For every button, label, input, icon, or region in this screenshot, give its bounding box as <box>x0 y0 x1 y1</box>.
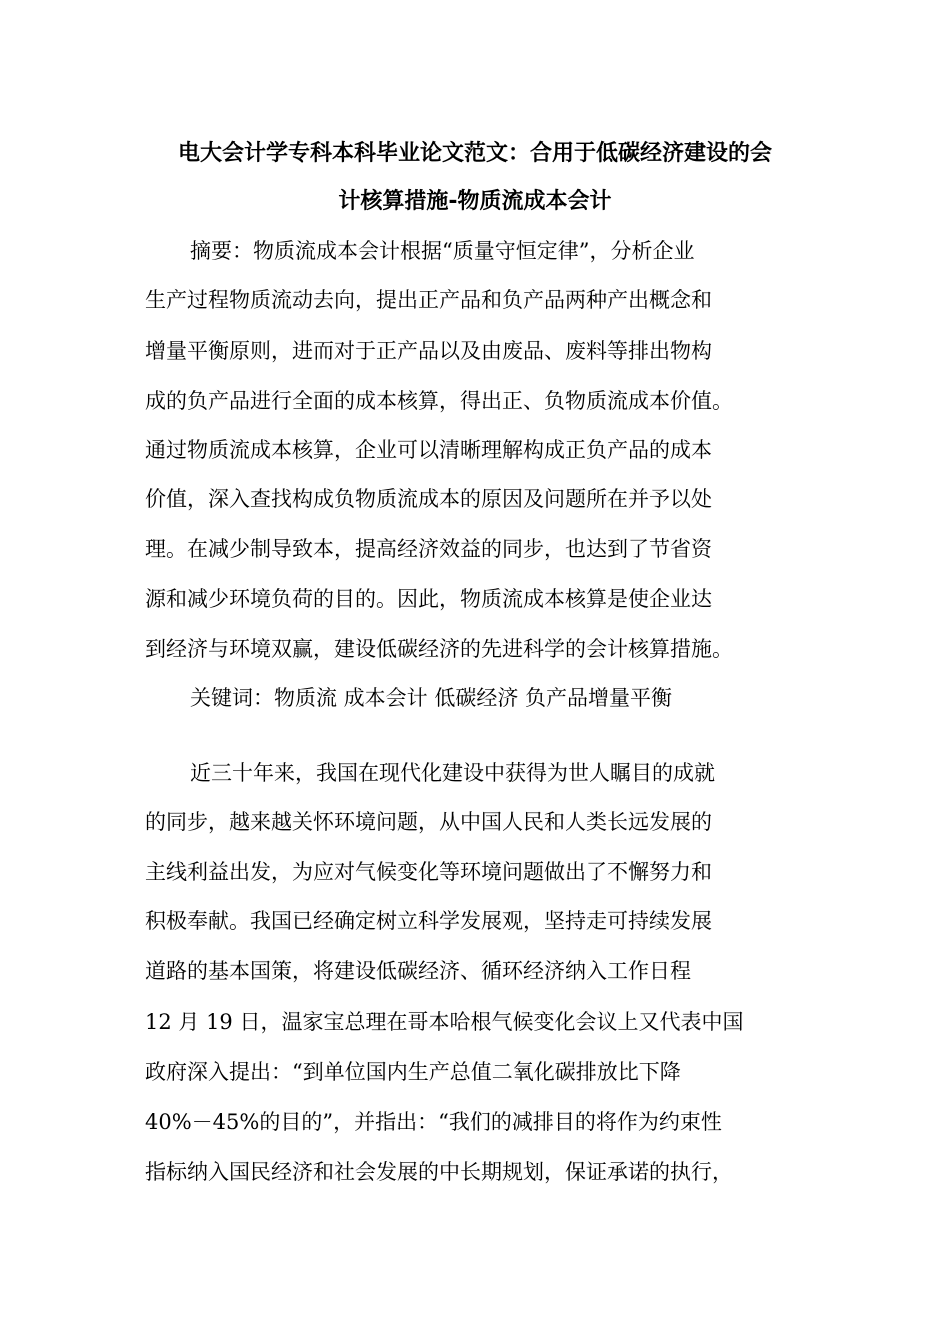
body-line: 政府深入提出：“到单位国内生产总值二氧化碳排放比下降 <box>145 1060 681 1084</box>
abstract-line: 源和减少环境负荷的目的。因此，物质流成本核算是使企业达 <box>145 587 712 611</box>
body-line: 指标纳入国民经济和社会发展的中长期规划，保证承诺的执行， <box>145 1160 733 1184</box>
abstract-line: 增量平衡原则，进而对于正产品以及由废品、废料等排出物构 <box>145 339 712 363</box>
body-line: 的同步，越来越关怀环境问题，从中国人民和人类长远发展的 <box>145 810 712 834</box>
abstract-line: 理。在减少制导致本，提高经济效益的同步，也达到了节省资 <box>145 537 712 561</box>
keywords: 关键词：物质流 成本会计 低碳经济 负产品增量平衡 <box>190 686 673 710</box>
title-line-2: 计核算措施-物质流成本会计 <box>338 189 612 214</box>
body-line: 主线利益出发，为应对气候变化等环境问题做出了不懈努力和 <box>145 860 712 884</box>
abstract-line: 通过物质流成本核算，企业可以清晰理解构成正负产品的成本 <box>145 438 712 462</box>
abstract-line: 成的负产品进行全面的成本核算，得出正、负物质流成本价值。 <box>145 389 733 413</box>
body-line: 道路的基本国策，将建设低碳经济、循环经济纳入工作日程 <box>145 959 691 983</box>
body-line: 40%－45%的目的”，并指出：“我们的减排目的将作为约束性 <box>145 1110 722 1134</box>
abstract-line: 生产过程物质流动去向，提出正产品和负产品两种产出概念和 <box>145 288 712 312</box>
abstract-line: 摘要：物质流成本会计根据“质量守恒定律”，分析企业 <box>190 239 695 263</box>
body-line: 近三十年来，我国在现代化建设中获得为世人瞩目的成就 <box>190 761 715 785</box>
abstract-line: 到经济与环境双赢，建设低碳经济的先进科学的会计核算措施。 <box>145 637 733 661</box>
abstract-line: 价值，深入查找构成负物质流成本的原因及问题所在并予以处 <box>145 487 712 511</box>
body-line: 积极奉献。我国已经确定树立科学发展观，坚持走可持续发展 <box>145 909 712 933</box>
body-line: 12 月 19 日，温家宝总理在哥本哈根气候变化会议上又代表中国 <box>145 1010 744 1034</box>
title-line-1: 电大会计学专科本科毕业论文范文：合用于低碳经济建设的会 <box>177 141 772 166</box>
